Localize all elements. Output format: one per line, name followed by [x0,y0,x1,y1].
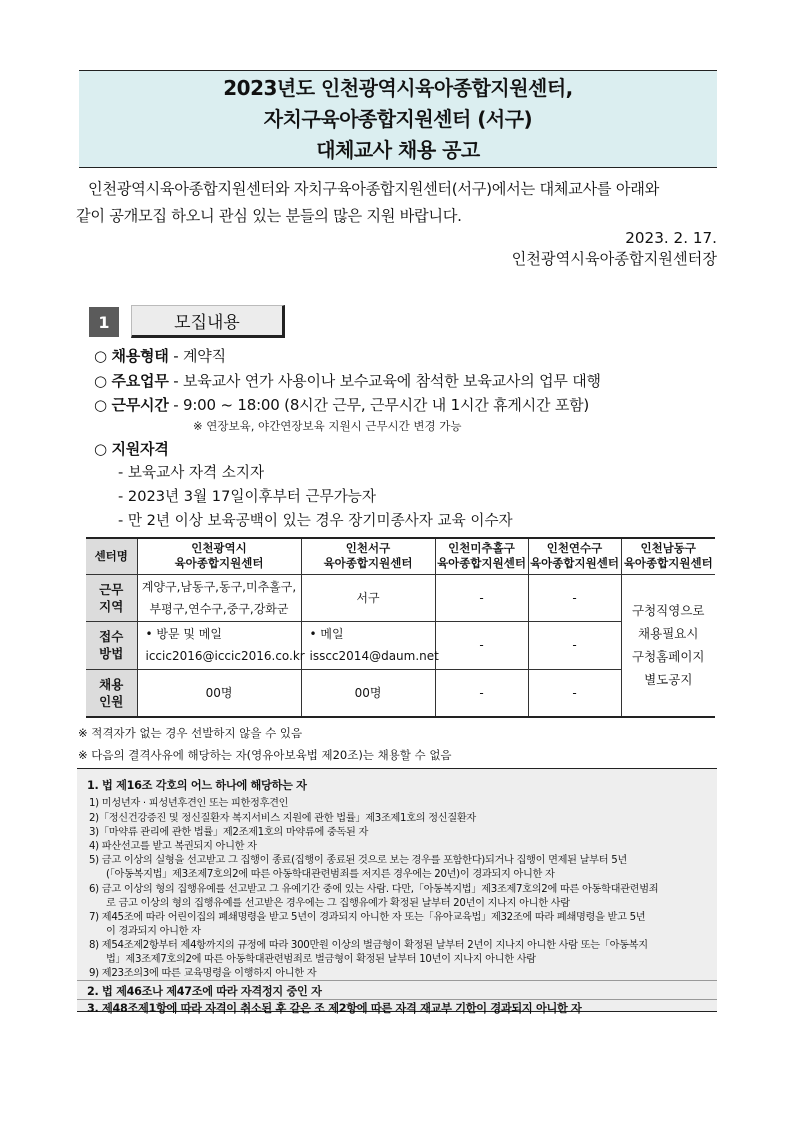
list-item: 8) 제54조제2항부터 제4항까지의 규정에 따라 300만원 이상의 벌금형이 확정된 날부터 2년이 지나지 아니한 사람 또는「아동복지 [89,940,648,951]
qualification-sub-1: - 보육교사 자격 소지자 [118,464,265,481]
list-item-continuation: 로 금고 이상의 형의 집행유예를 선고받은 경우에는 그 집행유예가 확정된 날부터 20년이 지나지 아니한 사람 [106,898,570,909]
cell-area-michuhol: - [435,574,528,621]
cell-count-michuhol: - [435,669,528,717]
note-no-eligible: ※ 적격자가 없는 경우 선발하지 않을 수 있음 [78,726,303,740]
row-label-area: 근무 지역 [86,574,137,621]
main-duty-item [94,370,601,392]
cell-count-incheon: 00명 [137,669,301,717]
list-item: 6) 금고 이상의 형의 집행유예를 선고받고 그 유예기간 중에 있는 사람. 다만,「아동복지법」제3조제7호의2에 따른 아동학대관련범죄 [89,884,659,895]
note-disqualification: ※ 다음의 결격사유에 해당하는 자(영유아보육법 제20조)는 채용할 수 없음 [78,748,452,762]
dq-heading-2: 2. 법 제46조나 제47조에 따라 자격정지 중인 자 [87,985,322,998]
title-line-1: 2023년도 인천광역시육아종합지원센터, [223,75,573,100]
list-item: 4) 파산선고를 받고 복권되지 아니한 자 [89,841,257,852]
list-item: 5) 금고 이상의 실형을 선고받고 그 집행이 종료(집행이 종료된 것으로 보는 경우를 포함한다)되거나 집행이 면제된 날부터 5년 [89,855,627,866]
employment-type-value: - 계약직 [168,347,226,365]
list-item-continuation: 이 경과되지 아니한 자 [106,926,201,937]
intro-line-2: 같이 공개모집 하오니 관심 있는 분들의 많은 지원 바랍니다. [76,207,462,225]
table-row [86,574,715,621]
work-hours-item [94,394,589,416]
bullet-circle: ○ [94,372,107,390]
cell-area-seogu: 서구 [301,574,435,621]
work-hours-label: 근무시간 [111,396,169,414]
cell-method-yeonsu: - [528,621,621,669]
header-incheon: 인천광역시 육아종합지원센터 [137,538,301,574]
header-center-name: 센터명 [86,538,137,574]
header-namdong: 인천남동구 육아종합지원센터 [621,538,715,574]
main-duty-label: 주요업무 [111,372,169,390]
qualification-sub-2: - 2023년 3월 17일이후부터 근무가능자 [118,488,376,505]
cell-method-incheon: • 방문 및 메일 iccic2016@iccic2016.co.kr [137,621,301,669]
list-item: 3)「마약류 관리에 관한 법률」제2조제1호의 마약류에 중독된 자 [89,827,369,838]
list-item: 7) 제45조에 따라 어린이집의 폐쇄명령을 받고 5년이 경과되지 아니한 자 또는「유아교육법」제32조에 따라 폐쇄명령을 받고 5년 [89,912,646,923]
incheon-email: iccic2016@iccic2016.co.kr [145,649,305,663]
dq-heading-1: 1. 법 제16조 각호의 어느 하나에 해당하는 자 [87,779,307,792]
section-number: 1 [89,307,119,337]
title-box [79,70,717,168]
employment-type-item [94,345,226,367]
cell-area-incheon: 계양구,남동구,동구,미추홀구, 부평구,연수구,중구,강화군 [137,574,301,621]
row-label-count: 채용 인원 [86,669,137,717]
bullet-circle: ○ [94,347,107,365]
list-item: 2)「정신건강증진 및 정신질환자 복지서비스 지원에 관한 법률」제3조제1호의 정신질환자 [89,813,476,824]
announcement-date: 2023. 2. 17. [625,229,717,247]
cell-count-seogu: 00명 [301,669,435,717]
work-hours-value: - 9:00 ~ 18:00 (8시간 근무, 근무시간 내 1시간 휴게시간 포함) [168,396,590,414]
qualification-item [94,438,169,460]
intro-line-1: 인천광역시육아종합지원센터와 자치구육아종합지원센터(서구)에서는 대체교사를 아래와 [88,180,659,198]
disqualification-box [77,768,717,1015]
title-line-3: 대체교사 채용 공고 [316,137,480,162]
table-header-row [86,538,715,574]
cell-method-seogu: • 메일 isscc2014@daum.net [301,621,435,669]
section-title: 모집내용 [131,305,285,338]
table-row [86,669,715,717]
row-label-method: 접수 방법 [86,621,137,669]
issuer-name: 인천광역시육아종합지원센터장 [511,250,717,268]
title-line-2: 자치구육아종합지원센터 (서구) [263,106,533,131]
seogu-email: isscc2014@daum.net [309,649,439,663]
header-seogu: 인천서구 육아종합지원센터 [301,538,435,574]
qualification-label: 지원자격 [111,440,169,458]
bullet-circle: ○ [94,396,107,414]
recruitment-table [86,537,715,718]
cell-namdong-merged: 구청직영으로 채용필요시 구청홈페이지 별도공지 [621,574,715,717]
cell-count-yeonsu: - [528,669,621,717]
intro-paragraph [76,176,720,230]
dq-heading-3: 3. 제48조제1항에 따라 자격이 취소된 후 같은 조 제2항에 따른 자격 재교부 기한이 경과되지 아니한 자 [87,1002,582,1015]
header-yeonsu: 인천연수구 육아종합지원센터 [528,538,621,574]
bullet-circle: ○ [94,440,107,458]
cell-area-yeonsu: - [528,574,621,621]
list-item: 1) 미성년자 · 피성년후견인 또는 피한정후견인 [89,798,289,809]
employment-type-label: 채용형태 [111,347,169,365]
qualification-sub-3: - 만 2년 이상 보육공백이 있는 경우 장기미종사자 교육 이수자 [118,512,513,529]
header-michuhol: 인천미추홀구 육아종합지원센터 [435,538,528,574]
divider [77,980,717,981]
work-hours-note: ※ 연장보육, 야간연장보육 지원시 근무시간 변경 가능 [193,419,462,433]
table-row [86,621,715,669]
list-item-continuation: (「아동복지법」제3조제7호의2에 따른 아동학대관련범죄를 저지른 경우에는 20년)이 경과되지 아니한 자 [106,869,555,880]
main-duty-value: - 보육교사 연가 사용이나 보수교육에 참석한 보육교사의 업무 대행 [168,372,601,390]
cell-method-michuhol: - [435,621,528,669]
list-item: 9) 제23조의3에 따른 교육명령을 이행하지 아니한 자 [89,968,317,979]
list-item-continuation: 법」제3조제7호의2에 따른 아동학대관련범죄로 벌금형이 확정된 날부터 10년이 지나지 아니한 사람 [106,954,536,965]
